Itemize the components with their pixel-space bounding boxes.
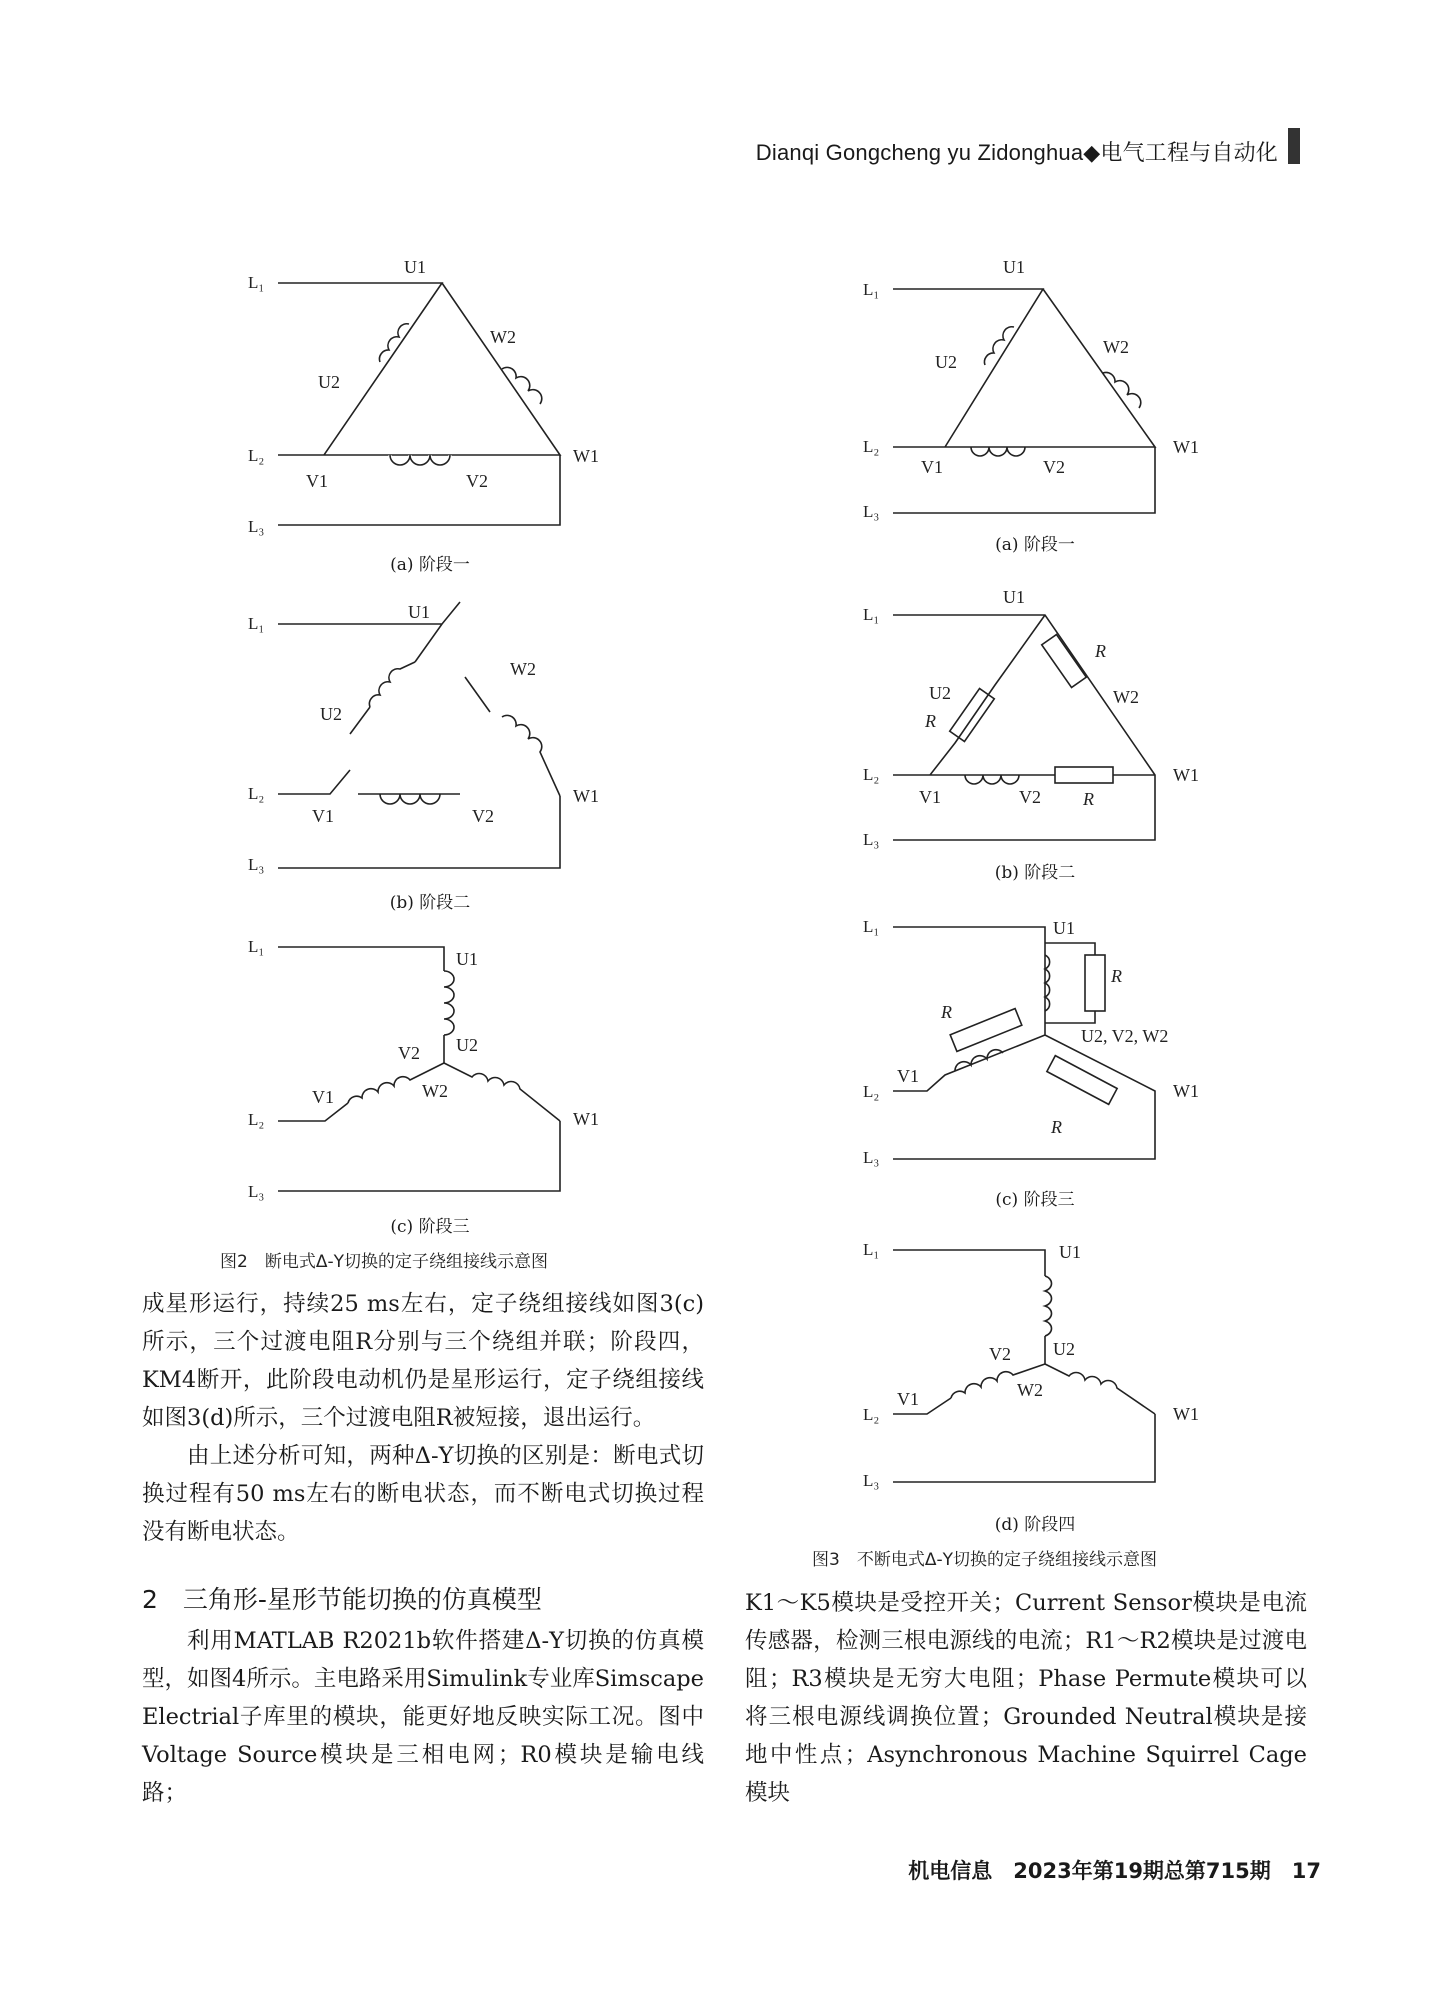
terminal-label: R <box>941 1002 952 1022</box>
terminal-label: U1 <box>408 602 430 622</box>
terminal-label: V2 <box>472 806 494 826</box>
terminal-label: W1 <box>573 786 599 806</box>
label-U1: U1 <box>404 257 426 277</box>
terminal-label: L₁ <box>863 1240 880 1259</box>
terminal-label: W2 <box>1017 1380 1043 1400</box>
label-L3: L₃ <box>248 517 265 536</box>
terminal-label: V1 <box>919 787 941 807</box>
header-bar <box>1288 128 1300 164</box>
terminal-label: L₃ <box>863 1148 880 1167</box>
terminal-label: L₃ <box>863 1471 880 1490</box>
label-U2: U2 <box>318 372 340 392</box>
fig2c-diagram <box>240 935 620 1205</box>
terminal-label: U2, V2, W2 <box>1081 1026 1169 1046</box>
terminal-label: W2 <box>422 1081 448 1101</box>
journal-header: Dianqi Gongcheng yu Zidonghua◆电气工程与自动化 <box>755 140 1278 165</box>
label-W1: W1 <box>573 446 599 466</box>
terminal-label: U2 <box>456 1035 478 1055</box>
label-L1: L₁ <box>248 273 265 292</box>
terminal-label: V1 <box>897 1389 919 1409</box>
label-V2: V2 <box>466 471 488 491</box>
running-header <box>755 128 1300 172</box>
figure2-title: 图2 断电式Δ-Y切换的定子绕组接线示意图 <box>220 1252 548 1272</box>
terminal-label: R <box>1095 641 1106 661</box>
fig3d-diagram <box>855 1238 1235 1498</box>
terminal-label: L₂ <box>248 1110 265 1129</box>
terminal-label: U2 <box>320 704 342 724</box>
terminal-label: L₂ <box>863 1405 880 1424</box>
terminal-label: L₂ <box>863 765 880 784</box>
terminal-label: U1 <box>456 949 478 969</box>
terminal-label: W1 <box>1173 437 1199 457</box>
terminal-label: R <box>925 711 936 731</box>
fig3b-diagram <box>855 585 1235 855</box>
left-para1: 成星形运行，持续25 ms左右，定子绕组接线如图3(c)所示，三个过渡电阻R分别与三个绕组并联；阶段四，KM4断开，此阶段电动机仍是星形运行，定子绕组接线如图3(d)所示，三个过渡电阻R被短接，退出运行。 <box>142 1291 704 1431</box>
fig2a-caption: (a) 阶段一 <box>390 555 470 575</box>
terminal-label: W2 <box>510 659 536 679</box>
terminal-label: R <box>1083 789 1094 809</box>
terminal-label: L₂ <box>863 437 880 456</box>
terminal-label: W1 <box>1173 765 1199 785</box>
terminal-label: L₂ <box>863 1082 880 1101</box>
figure3-title: 图3 不断电式Δ-Y切换的定子绕组接线示意图 <box>812 1550 1157 1570</box>
terminal-label: U1 <box>1003 257 1025 277</box>
label-L2: L₂ <box>248 446 265 465</box>
terminal-label: U2 <box>935 352 957 372</box>
fig3c-caption: (c) 阶段三 <box>995 1190 1075 1210</box>
label-W2: W2 <box>490 327 516 347</box>
terminal-label: V1 <box>312 1087 334 1107</box>
terminal-label: L₃ <box>248 1182 265 1201</box>
terminal-label: U2 <box>929 683 951 703</box>
terminal-label: U2 <box>1053 1339 1075 1359</box>
terminal-label: R <box>1051 1117 1062 1137</box>
terminal-label: V2 <box>989 1344 1011 1364</box>
right-para1: K1～K5模块是受控开关；Current Sensor模块是电流传感器，检测三根电源线的电流；R1～R2模块是过渡电阻；R3模块是无穷大电阻；Phase Permute模块可以将三根电源线调换位置；Grounded Neutral模块是接地中性点；Asynchronous Machine Squirrel Cage模块 <box>745 1590 1307 1806</box>
terminal-label: L₃ <box>863 502 880 521</box>
left-para2: 由上述分析可知，两种Δ-Y切换的区别是：断电式切换过程有50 ms左右的断电状态，而不断电式切换过程没有断电状态。 <box>142 1443 704 1545</box>
terminal-label: V2 <box>1019 787 1041 807</box>
terminal-label: L₁ <box>248 614 265 633</box>
terminal-label: V2 <box>1043 457 1065 477</box>
terminal-label: W1 <box>573 1109 599 1129</box>
terminal-label: L₃ <box>863 830 880 849</box>
fig3c-diagram <box>855 915 1235 1185</box>
left-para3: 利用MATLAB R2021b软件搭建Δ-Y切换的仿真模型，如图4所示。主电路采用Simulink专业库Simscape Electrial子库里的模块，能更好地反映实际工况。图中Voltage Source模块是三相电网；R0模块是输电线路； <box>142 1628 704 1806</box>
fig2b-caption: (b) 阶段二 <box>389 893 471 913</box>
coil-v <box>390 455 450 465</box>
terminal-label: L₂ <box>248 784 265 803</box>
terminal-label: U1 <box>1059 1242 1081 1262</box>
terminal-label: W1 <box>1173 1081 1199 1101</box>
label-V1: V1 <box>306 471 328 491</box>
terminal-label: W2 <box>1103 337 1129 357</box>
fig3b-caption: (b) 阶段二 <box>994 863 1076 883</box>
terminal-label: U1 <box>1053 918 1075 938</box>
fig3a-diagram <box>855 255 1235 521</box>
terminal-label: L₁ <box>863 917 880 936</box>
terminal-label: V2 <box>398 1043 420 1063</box>
coil-u-icon <box>379 324 409 362</box>
terminal-label: W2 <box>1113 687 1139 707</box>
fig3d-caption: (d) 阶段四 <box>994 1515 1076 1535</box>
fig2b-diagram <box>240 602 620 882</box>
terminal-label: V1 <box>897 1066 919 1086</box>
terminal-label: W1 <box>1173 1404 1199 1424</box>
fig3a-caption: (a) 阶段一 <box>995 535 1075 555</box>
terminal-label: R <box>1111 966 1122 986</box>
section-title: 2 三角形-星形节能切换的仿真模型 <box>142 1585 542 1614</box>
terminal-label: U1 <box>1003 587 1025 607</box>
terminal-label: L₁ <box>863 280 880 299</box>
terminal-label: V1 <box>312 806 334 826</box>
terminal-label: L₃ <box>248 855 265 874</box>
terminal-label: V1 <box>921 457 943 477</box>
page-footer: 机电信息 2023年第19期总第715期 17 <box>908 1859 1321 1883</box>
fig2c-caption: (c) 阶段三 <box>390 1217 470 1237</box>
terminal-label: L₁ <box>248 937 265 956</box>
terminal-label: L₁ <box>863 605 880 624</box>
fig2a-diagram <box>240 255 620 535</box>
